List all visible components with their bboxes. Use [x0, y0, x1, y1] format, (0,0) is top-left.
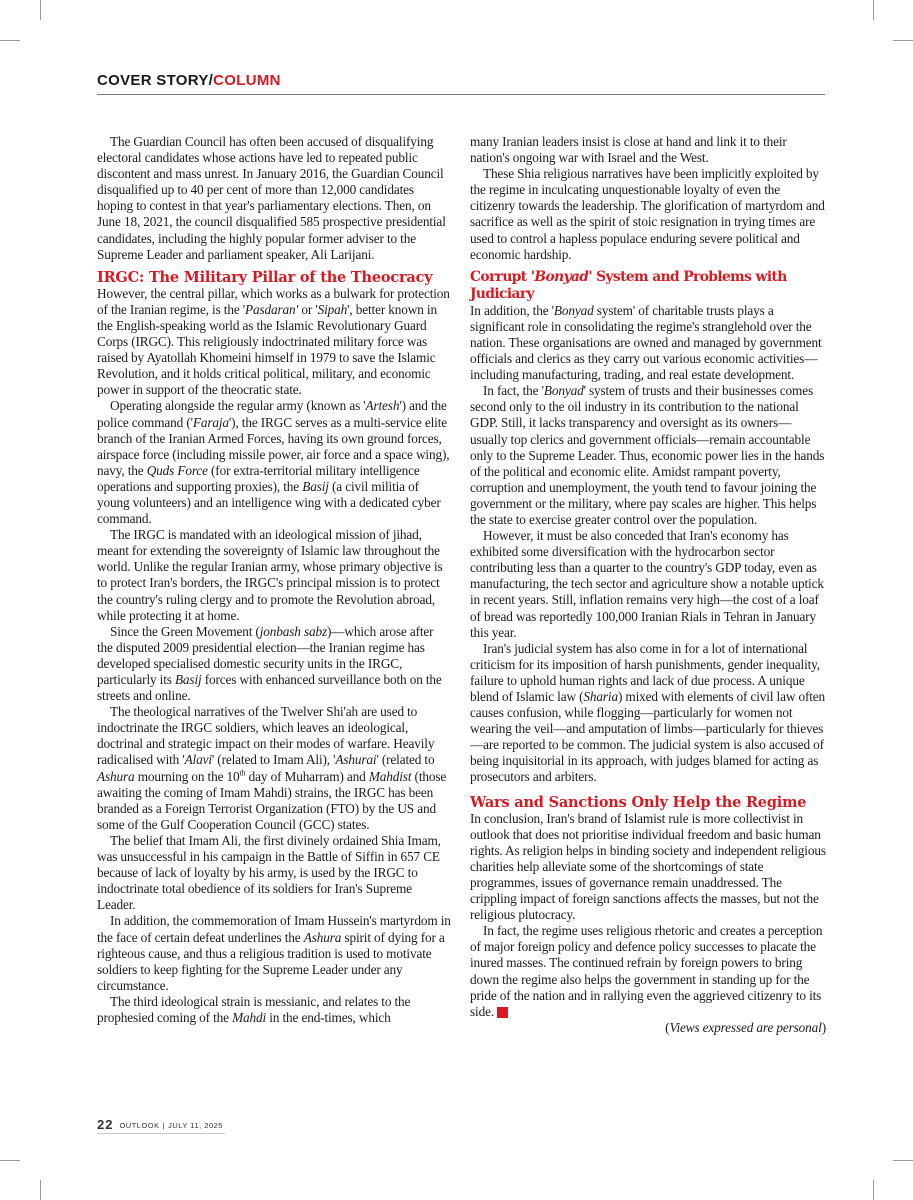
subsection-label: COLUMN	[213, 72, 281, 89]
paragraph: Since the Green Movement (jonbash sabz)—which arose after the disputed 2009 presidential election—the Iranian regime has developed specialised domestic security units in the IRGC, particularly its Basij forces with enhanced surveillance both on the streets and online.	[97, 623, 442, 704]
section-header	[97, 72, 825, 89]
crop-mark	[873, 1180, 874, 1200]
paragraph: The theological narratives of the Twelver Shi'ah are used to indoctrinate the IRGC soldiers, which leaves an ideological, doctrinal and strategic impact on their modes of warfare. Heavily radicalised with 'Alavi' (related to Imam Ali), 'Ashurai' (related to Ashura mourning on the 10th day of Muharram) and Mahdist (those awaiting the coming of Imam Mahdi) strains, the IRGC has been branded as a Foreign Terrorist Organization (FTO) by the US and some of the Gulf Cooperation Council (GCC) states.	[97, 704, 447, 832]
section-separator: /	[208, 72, 214, 89]
crop-mark	[40, 1180, 41, 1200]
footer-rule	[97, 1133, 225, 1134]
magazine-name: OUTLOOK	[119, 1121, 160, 1130]
paragraph: However, it must be also conceded that Iran's economy has exhibited some diversification with the hydrocarbon sector contributing less than a quarter to the country's GDP today, even as manufacturing, the tech sector and agriculture show a notable uptick in recent years. Still, inflation remains very high—the cost of a loaf of bread was reportedly 100,000 Iranian Rials in Tehran in January this year.	[470, 528, 824, 640]
header-rule	[97, 94, 825, 95]
continued-paragraph: many Iranian leaders insist is close at hand and link it to their nation's ongoing war with Israel and the West.	[470, 134, 787, 166]
paragraph: These Shia religious narratives have been implicitly exploited by the regime in inculcating unquestionable loyalty of even the citizenry towards the leadership. The glorification of martyrdom and sacrifice as well as the spirit of stoic resignation in trying times are used to control a hapless populace enduring severe political and economic hardship.	[470, 166, 825, 262]
footer-separator: |	[162, 1121, 166, 1130]
crop-mark	[40, 0, 41, 20]
section-label: COVER STORY	[97, 72, 209, 89]
paragraph: The IRGC is mandated with an ideological mission of jihad, meant for extending the sovereignty of Islamic law throughout the world. Unlike the regular Iranian army, whose primary objective is to protect Iran's borders, the IRGC's principal mission is to protect the country's ruling clergy and to promote the Revolution abroad, while protecting it at home.	[97, 527, 443, 623]
crop-mark	[893, 1160, 913, 1161]
disclaimer: (Views expressed are personal)	[665, 1019, 826, 1035]
paragraph: The third ideological strain is messianic, and relates to the prophesied coming of the Mahdi in the end-times, which	[97, 993, 411, 1025]
heading-wars-sanctions: Wars and Sanctions Only Help the Regime	[470, 793, 807, 811]
paragraph: In addition, the commemoration of Imam Hussein's martyrdom in the face of certain defeat underlines the Ashura spirit of dying for a righteous cause, and thus a religious tradition is used to motivate soldiers to keep fighting for the Supreme Leader under any circumstance.	[97, 913, 451, 993]
crop-mark	[873, 0, 874, 20]
heading-bonyad: Corrupt 'Bonyad' System and Problems with Judiciary	[470, 268, 787, 302]
crop-mark	[893, 40, 913, 41]
paragraph: Operating alongside the regular army (known as 'Artesh') and the police command ('Faraja'), the IRGC serves as a multi-service elite branch of the Iranian Armed Forces, having its own ground forces, airspace force (including missile power, air force and a space wing), navy, the Quds Force (for extra-territorial military intelligence operations and supporting proxies), the Basij (a civil militia of young volunteers) and an intelligence wing with a dedicated cyber command.	[97, 398, 450, 527]
heading-irgc: IRGC: The Military Pillar of the Theocracy	[97, 268, 433, 286]
page-footer	[97, 1116, 223, 1134]
paragraph: In addition, the 'Bonyad system' of charitable trusts plays a significant role in consolidating the regime's stranglehold over the nation. These organisations are owned and managed by government officials and clerics as they carry out various economic activities—including manufacturing, trading, and real estate development.	[470, 302, 822, 383]
paragraph: In fact, the regime uses religious rhetoric and creates a perception of major foreign policy and defence policy successes to placate the inured masses. The continued refrain by foreign powers to bring down the regime also helps the government in standing up for the pride of the nation and in rallying even the aggrieved citizenry to its side. C	[470, 923, 823, 1019]
paragraph: In fact, the 'Bonyad' system of trusts and their businesses comes second only to the oil industry in its contribution to the national GDP. Still, it lacks transparency and oversight as its owners—usually top clerics and government officials—remain accountable only to the Supreme Leader. Thus, economic power lies in the hands of the political and economic elite. Amidst rampant poverty, corruption and unemployment, the youth tend to favour joining the government or the military, where pay scales are higher. This helps the state to exercise greater control over the population.	[470, 383, 825, 527]
intro-paragraph: The Guardian Council has often been accused of disqualifying electoral candidates whose actions have led to repeated public discontent and mass unrest. In January 2016, the Guardian Council disqualified up to 40 per cent of more than 12,000 candidates hoping to contest in that year's parliamentary elections. Then, on June 18, 2021, the council disqualified 585 prospective presidential candidates, including the highly popular former adviser to the Supreme Leader and parliament speaker, Ali Larijani.	[97, 134, 446, 262]
page-number: 22	[97, 1117, 114, 1132]
end-mark-icon: C	[497, 1007, 508, 1018]
paragraph: However, the central pillar, which works as a bulwark for protection of the Iranian regime, is the 'Pasdaran' or 'Sipah', better known in the English-speaking world as the Islamic Revolutionary Guard Corps (IRGC). This religiously indoctrinated military force was raised by Ayatollah Khomeini himself in 1979 to save the Islamic Revolution, and it holds critical political, military, and economic power in support of the theocratic state.	[97, 285, 450, 398]
paragraph: In conclusion, Iran's brand of Islamist rule is more collectivist in outlook that does not prioritise individual freedom and basic human rights. As religion helps in binding society and independent religious charities help alleviate some of the shortcomings of state programmes, issues of governance remain unaddressed. The crippling impact of foreign sanctions affects the masses, but not the religious plutocracy.	[470, 810, 826, 923]
paragraph: Iran's judicial system has also come in for a lot of international criticism for its imposition of harsh punishments, gender inequality, failure to uphold human rights and lack of due process. A unique blend of Islamic law (Sharia) mixed with elements of civil law often causes confusion, while flogging—particularly for women not wearing the veil—and amputation of limbs—particularly for thieves—are reported to be common. The judicial system is also accused of being inquisitorial in its approach, with judges blamed for acting as prosecutors and arbiters.	[470, 640, 826, 785]
right-column	[470, 134, 826, 1036]
crop-mark	[0, 1160, 20, 1161]
paragraph: The belief that Imam Ali, the first divinely ordained Shia Imam, was unsuccessful in his campaign in the Battle of Siffin in 657 CE because of lack of loyalty by his army, is used by the IRGC to indoctrinate total obedience of its soldiers for Iran's Supreme Leader.	[97, 832, 441, 913]
crop-mark	[0, 40, 20, 41]
left-column	[97, 134, 451, 1026]
issue-date: JULY 11, 2025	[168, 1121, 223, 1130]
